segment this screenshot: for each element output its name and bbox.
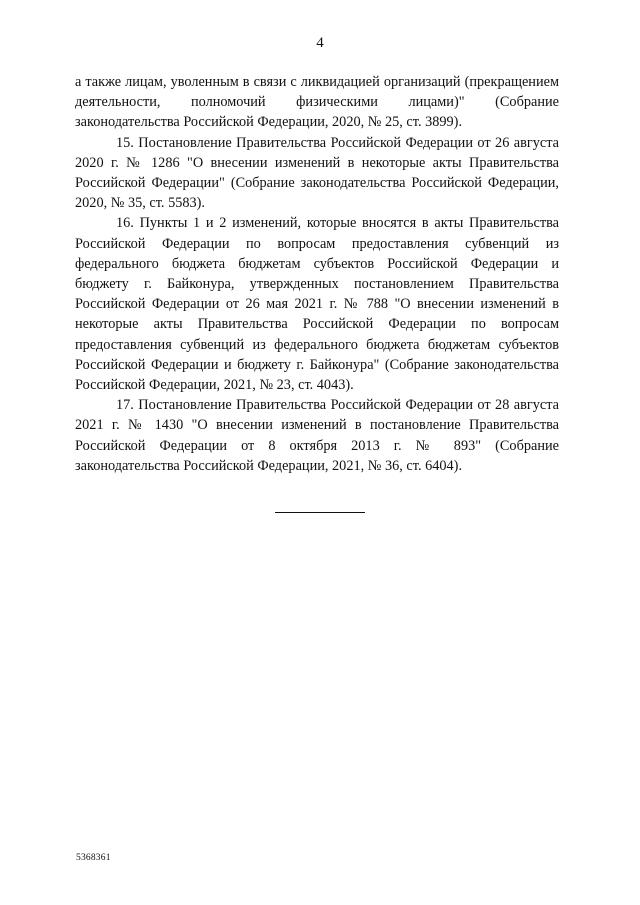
paragraph-item-15: 15. Постановление Правительства Российской Федерации от 26 августа 2020 г. № 1286 "О внесении изменений в некоторые акты Правительства Российской Федерации" (Собрание законодательства Российской Федерации, 2020, № 35, ст. 5583).	[75, 134, 559, 212]
document-code: 5368361	[76, 853, 111, 863]
end-separator-line	[275, 512, 365, 513]
paragraph-item-16: 16. Пункты 1 и 2 изменений, которые вносятся в акты Правительства Российской Федерации по вопросам предоставления субвенций из федерального бюджета бюджетам субъектов Российской Федерации и бюджету г. Байконура, утвержденных постановлением Правительства Российской Федерации от 26 мая 2021 г. № 788 "О внесении изменений в некоторые акты Правительства Российской Федерации по вопросам предоставления субвенций из федерального бюджета бюджетам субъектов Российской Федерации и бюджету г. Байконура" (Собрание законодательства Российской Федерации, 2021, № 23, ст. 4043).	[75, 215, 559, 394]
document-body	[75, 72, 559, 476]
page-number: 4	[316, 35, 324, 51]
paragraph-continuation: а также лицам, уволенным в связи с ликвидацией организаций (прекращением деятельности, полномочий физическими лицами)" (Собрание законодательства Российской Федерации, 2020, № 25, ст. 3899).	[75, 74, 559, 131]
paragraph-item-17: 17. Постановление Правительства Российской Федерации от 28 августа 2021 г. № 1430 "О внесении изменений в постановление Правительства Российской Федерации от 8 октября 2013 г. № 893" (Собрание законодательства Российской Федерации, 2021, № 36, ст. 6404).	[75, 397, 559, 474]
